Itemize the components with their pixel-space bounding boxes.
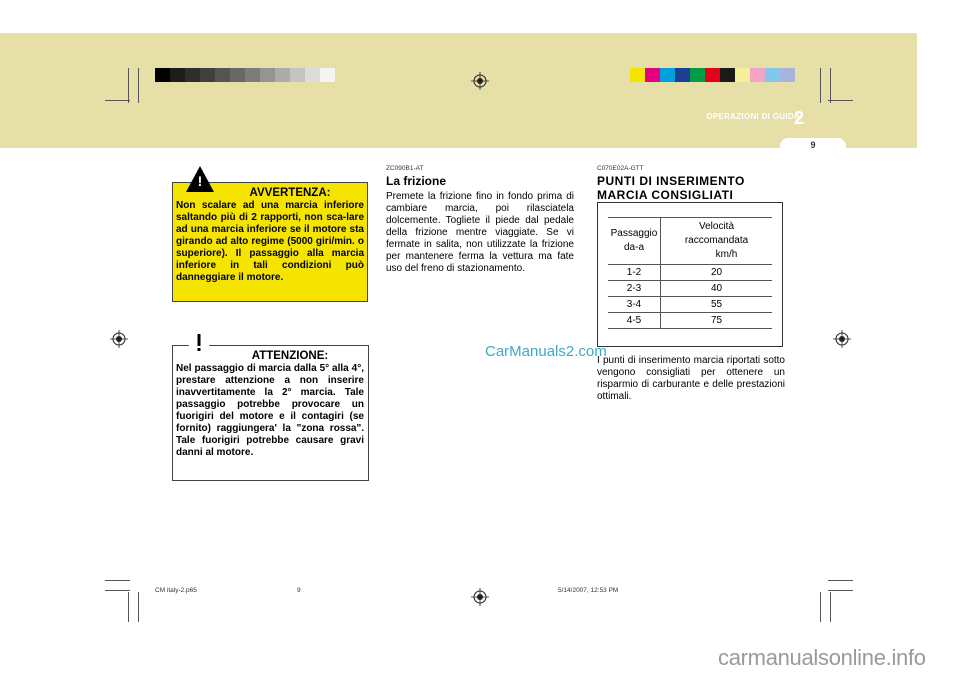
crop-mark (128, 68, 129, 103)
section-code: ZC090B1-AT (386, 165, 424, 172)
watermark-link[interactable]: CarManuals2.com (485, 343, 607, 360)
crop-mark (138, 68, 139, 103)
color-swatch (705, 68, 720, 82)
registration-target-icon (471, 72, 489, 90)
warning-text: Non scalare ad una marcia inferiore saltando più di 2 rapporti, non sca-lare ad una marcia inferiore se il motore sta girando ad alto regime (5000 giri/min. o superiore). Il passaggio alla marcia inferiore in tali condizioni può danneggiare il motore. (176, 200, 364, 283)
section-text: Premete la frizione fino in fondo prima di cambiare marcia, poi rilasciatela dolcemente. Togliete il piede dal pedale della frizione mentre viaggiate. Se vi fermate in salita, non utilizzate la frizione per mantenere ferma la vettura ma fate uso del freno di stazionamento. (386, 191, 574, 274)
table-header-speed: Velocità raccomandata km/h (661, 218, 773, 265)
caution-box-attenzione (172, 345, 369, 481)
crop-mark (820, 592, 821, 622)
warning-box-avvertenza (172, 182, 368, 302)
caution-title: ATTENZIONE: (251, 350, 329, 362)
table-cell-speed: 55 (661, 297, 773, 313)
table-cell-shift: 3-4 (608, 297, 661, 313)
color-swatch (290, 68, 305, 82)
color-swatch (260, 68, 275, 82)
footer-file: CM italy-2.p65 (155, 587, 197, 594)
color-calibration-strip-left (155, 68, 335, 82)
crop-mark (138, 592, 139, 622)
table-cell-speed: 75 (661, 313, 773, 329)
shift-table-frame (597, 202, 783, 347)
color-calibration-strip-right (630, 68, 795, 82)
crop-mark (820, 68, 821, 103)
caution-text: Nel passaggio di marcia dalla 5° alla 4°, prestare attenzione a non inserire inavvertitamente la 2° marcia. Tale passaggio potrebbe provocare un fuorigiri del motore e il contagiri (se fornito) raggiungera' la "zona rossa". Tale fuorigiri potrebbe causare gravi danni al motore. (176, 363, 364, 458)
color-swatch (660, 68, 675, 82)
color-swatch (230, 68, 245, 82)
shift-points-table (608, 217, 772, 329)
clutch-section (386, 165, 574, 275)
color-swatch (765, 68, 780, 82)
crop-mark (828, 100, 853, 101)
color-swatch (245, 68, 260, 82)
color-swatch (200, 68, 215, 82)
table-cell-shift: 2-3 (608, 281, 661, 297)
table-cell-speed: 20 (661, 265, 773, 281)
section-title: La frizione (386, 174, 447, 188)
page-number-tab (780, 138, 846, 154)
section-title: PUNTI DI INSERIMENTO MARCIA CONSIGLIATI (597, 174, 745, 202)
color-swatch (735, 68, 750, 82)
exclamation-icon: ! (197, 173, 203, 189)
chapter-number: 2 (794, 108, 805, 128)
crop-mark (105, 590, 130, 591)
color-swatch (275, 68, 290, 82)
registration-target-icon (833, 330, 851, 348)
table-cell-speed: 40 (661, 281, 773, 297)
crop-mark (128, 592, 129, 622)
color-swatch (675, 68, 690, 82)
table-row (608, 313, 772, 329)
color-swatch (320, 68, 335, 82)
registration-target-icon (110, 330, 128, 348)
footer-timestamp: 5/14/2007, 12:53 PM (558, 587, 619, 594)
crop-mark (105, 580, 130, 581)
color-swatch (170, 68, 185, 82)
shift-points-section (597, 165, 785, 202)
caution-triangle-icon (184, 328, 214, 354)
crop-mark (828, 590, 853, 591)
table-header-row (608, 218, 772, 265)
color-swatch (690, 68, 705, 82)
color-swatch (750, 68, 765, 82)
color-swatch (720, 68, 735, 82)
color-swatch (215, 68, 230, 82)
color-swatch (780, 68, 795, 82)
crop-mark (830, 68, 831, 103)
section-label: OPERAZIONI DI GUIDA (706, 112, 800, 121)
table-row (608, 297, 772, 313)
crop-mark (105, 100, 130, 101)
page-number: 9 (810, 140, 816, 150)
table-row (608, 265, 772, 281)
crop-mark (828, 580, 853, 581)
color-swatch (305, 68, 320, 82)
color-swatch (155, 68, 170, 82)
shift-points-text: I punti di inserimento marcia riportati sotto vengono consigliati per ottenere un risparmio di carburante e delle prestazioni ottimali. (597, 355, 785, 402)
table-row (608, 281, 772, 297)
registration-target-icon (471, 588, 489, 606)
table-cell-shift: 1-2 (608, 265, 661, 281)
section-code: C070E02A-GTT (597, 165, 644, 172)
footer-page: 9 (297, 587, 301, 594)
color-swatch (630, 68, 645, 82)
color-swatch (185, 68, 200, 82)
warning-title: AVVERTENZA: (249, 187, 331, 199)
crop-mark (830, 592, 831, 622)
color-swatch (645, 68, 660, 82)
site-watermark[interactable]: carmanualsonline.info (718, 645, 926, 670)
table-header-shift: Passaggio da-a (608, 218, 661, 265)
table-cell-shift: 4-5 (608, 313, 661, 329)
